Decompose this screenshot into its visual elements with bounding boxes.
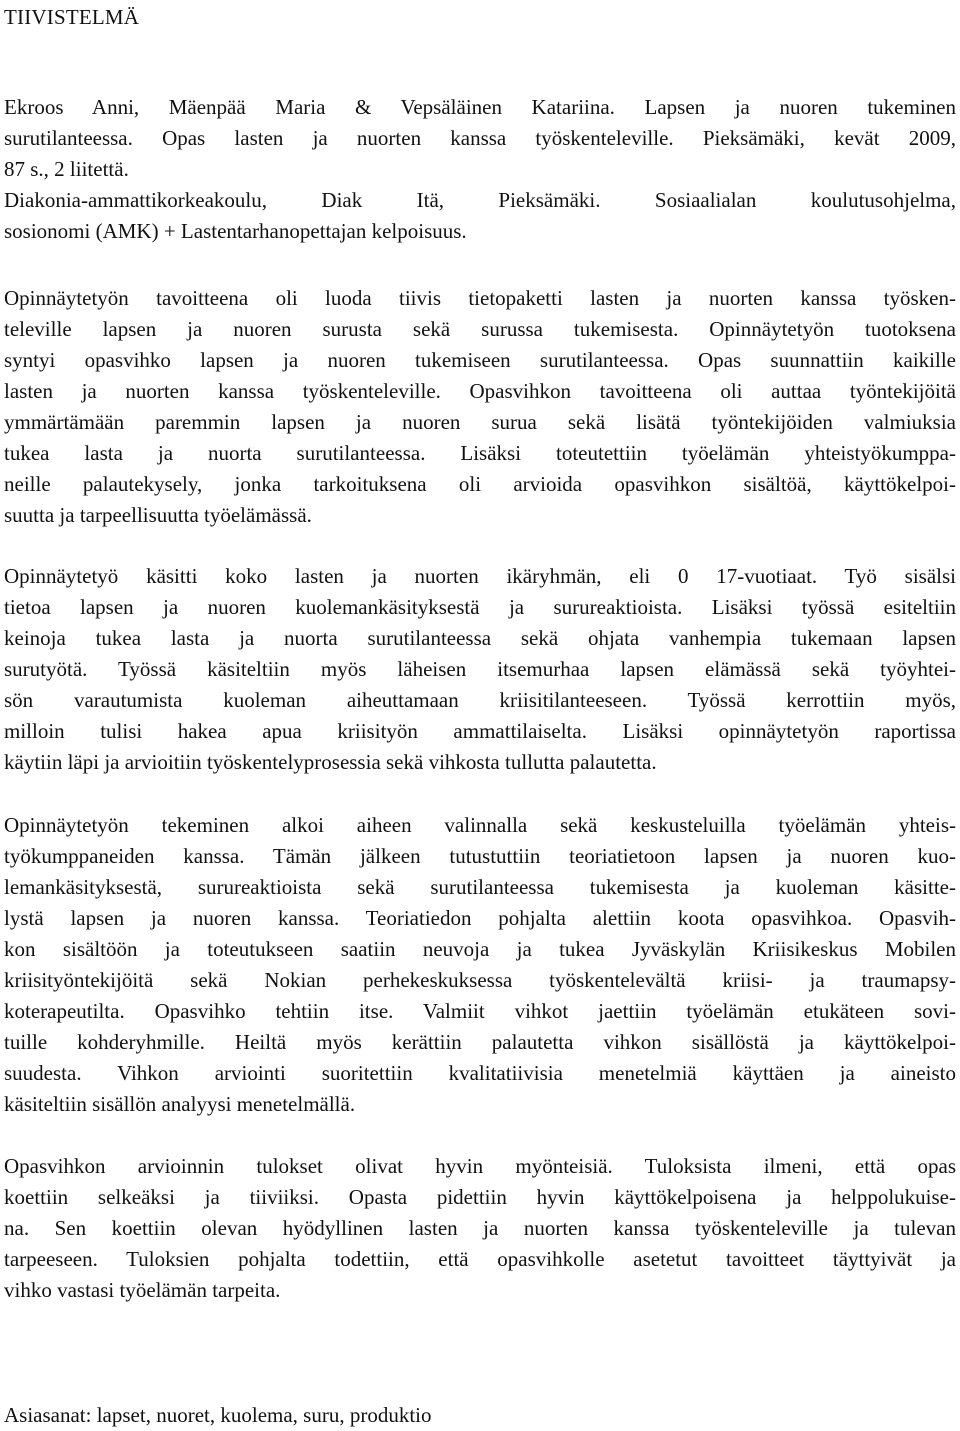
paragraph-line: kon sisältöön ja toteutukseen saatiin neuvoja ja tukea Jyväskylän Kriisikeskus Mobilen [4,937,956,961]
paragraph-line: Opinnäytetyö käsitti koko lasten ja nuorten ikäryhmän, eli 0 17-vuotiaat. Työ sisälsi [4,564,956,588]
paragraph-line: Opinnäytetyön tekeminen alkoi aiheen valinnalla sekä keskusteluilla työelämän yhteis- [4,813,956,837]
paragraph-line: tietoa lapsen ja nuoren kuolemankäsityksestä ja surureaktioista. Lisäksi työssä esiteltiin [4,595,956,619]
paragraph-line: tarpeeseen. Tuloksien pohjalta todettiin, että opasvihkolle asetetut tavoitteet täyttyivät ja [4,1247,956,1271]
paragraph-line: televille lapsen ja nuoren surusta sekä surussa tukemisesta. Opinnäytetyön tuotoksena [4,317,956,341]
paragraph-line: käytiin läpi ja arvioitiin työskentelyprosessia sekä vihkosta tullutta palautetta. [4,750,657,774]
keywords-line: Asiasanat: lapset, nuoret, kuolema, suru, produktio [4,1403,432,1427]
paragraph-line: lystä lapsen ja nuoren kanssa. Teoriatiedon pohjalta alettiin koota opasvihkoa. Opasvih- [4,906,956,930]
paragraph-line: neille palautekysely, jonka tarkoituksena oli arvioida opasvihkon sisältöä, käyttökelpoi- [4,472,956,496]
paragraph-line: suutta ja tarpeellisuutta työelämässä. [4,503,312,527]
paragraph-line: tuille kohderyhmille. Heiltä myös kerättiin palautetta vihkon sisällöstä ja käyttökelpoi- [4,1030,956,1054]
abstract-paragraph-1 [4,283,956,531]
paragraph-line: työkumppaneiden kanssa. Tämän jälkeen tutustuttiin teoriatietoon lapsen ja nuoren kuo- [4,844,956,868]
paragraph-line: keinoja tukea lasta ja nuorta surutilanteessa sekä ohjata vanhempia tukemaan lapsen [4,626,956,650]
citation-line: Ekroos Anni, Mäenpää Maria & Vepsäläinen Katariina. Lapsen ja nuoren tukeminen [4,95,956,119]
citation-block [4,92,956,247]
paragraph-line: milloin tulisi hakea apua kriisityön ammattilaiselta. Lisäksi opinnäytetyön raportissa [4,719,956,743]
citation-line: Diakonia-ammattikorkeakoulu, Diak Itä, Pieksämäki. Sosiaalialan koulutusohjelma, [4,188,956,212]
paragraph-line: syntyi opasvihko lapsen ja nuoren tukemiseen surutilanteessa. Opas suunnattiin kaikille [4,348,956,372]
paragraph-line: sön varautumista kuoleman aiheuttamaan kriisitilanteeseen. Työssä kerrottiin myös, [4,688,956,712]
paragraph-line: suudesta. Vihkon arviointi suoritettiin kvalitatiivisia menetelmiä käyttäen ja aineisto [4,1061,956,1085]
paragraph-line: käsiteltiin sisällön analyysi menetelmällä. [4,1092,356,1116]
paragraph-line: koettiin selkeäksi ja tiiviiksi. Opasta pidettiin hyvin käyttökelpoisena ja helppolukuise- [4,1185,956,1209]
abstract-paragraph-4 [4,1151,956,1306]
paragraph-line: lemankäsityksestä, surureaktioista sekä surutilanteessa tukemisesta ja kuoleman käsitte- [4,875,956,899]
citation-line: surutilanteessa. Opas lasten ja nuorten kanssa työskenteleville. Pieksämäki, kevät 2009, [4,126,956,150]
paragraph-line: koterapeutilta. Opasvihko tehtiin itse. Valmiit vihkot jaettiin työelämän etukäteen sovi- [4,999,956,1023]
page-title: TIIVISTELMÄ [4,5,140,29]
paragraph-line: tukea lasta ja nuorta surutilanteessa. Lisäksi toteutettiin työelämän yhteistyökumppa- [4,441,956,465]
citation-line: 87 s., 2 liitettä. [4,157,129,181]
paragraph-line: kriisityöntekijöitä sekä Nokian perhekeskuksessa työskentelevältä kriisi- ja traumapsy- [4,968,956,992]
paragraph-line: vihko vastasi työelämän tarpeita. [4,1278,281,1302]
abstract-paragraph-2 [4,561,956,778]
paragraph-line: Opasvihkon arvioinnin tulokset olivat hyvin myönteisiä. Tuloksista ilmeni, että opas [4,1154,956,1178]
paragraph-line: Opinnäytetyön tavoitteena oli luoda tiivis tietopaketti lasten ja nuorten kanssa työsken- [4,286,956,310]
citation-line: sosionomi (AMK) + Lastentarhanopettajan kelpoisuus. [4,219,467,243]
paragraph-line: lasten ja nuorten kanssa työskenteleville. Opasvihkon tavoitteena oli auttaa työntekijöitä [4,379,956,403]
paragraph-line: ymmärtämään paremmin lapsen ja nuoren surua sekä lisätä työntekijöiden valmiuksia [4,410,956,434]
abstract-paragraph-3 [4,810,956,1120]
paragraph-line: surutyötä. Työssä käsiteltiin myös läheisen itsemurhaa lapsen elämässä sekä työyhtei- [4,657,956,681]
paragraph-line: na. Sen koettiin olevan hyödyllinen lasten ja nuorten kanssa työskenteleville ja tulevan [4,1216,956,1240]
